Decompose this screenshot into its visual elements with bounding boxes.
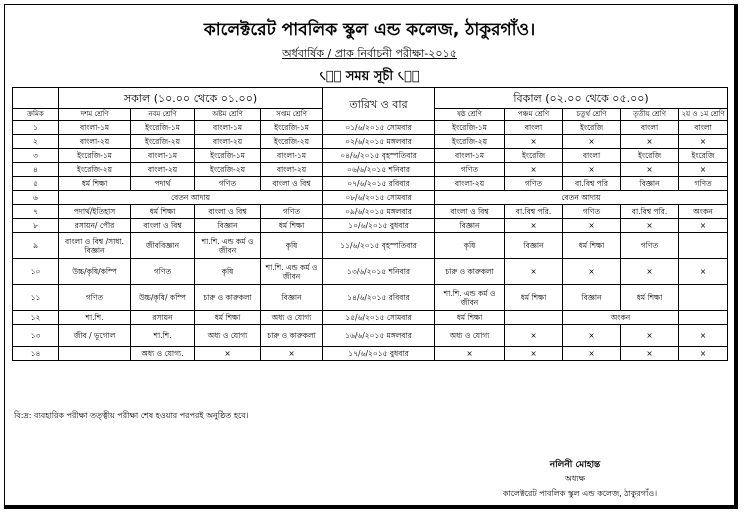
col-class5: পঞ্চম শ্রেণি	[505, 109, 563, 121]
cell: বা.বিশ্ব পরি.	[621, 205, 679, 219]
table-row	[13, 233, 728, 259]
cell: ×	[563, 163, 621, 177]
cell: উচ্চ/কৃষি/কম্পি	[59, 259, 131, 285]
cell: বাংলা ও বিশ্ব	[131, 219, 195, 233]
cell: বাংলা ও বিশ্ব	[195, 205, 261, 219]
serial-group-cell	[13, 88, 59, 109]
cell: বিজ্ঞান	[261, 285, 323, 311]
cell: রসায়ন	[131, 311, 195, 325]
cell: অধ্য ও যোগ্য	[261, 311, 323, 325]
merged-cell: বেতন আদায়	[435, 191, 728, 205]
cell: বা.বিশ্ব পরি.	[505, 205, 563, 219]
cell: বাংলা-২য়	[261, 163, 323, 177]
date-cell: ০৯/৬/২০১৫ মঙ্গলবার	[323, 205, 435, 219]
cell: ইংরেজি-২য়	[435, 135, 505, 149]
col-class2-1: ২য় ও ১ম শ্রেণি	[679, 109, 728, 121]
table-row	[13, 205, 728, 219]
cell: ×	[563, 347, 621, 361]
cell: গণিত	[261, 205, 323, 219]
cell: পদার্থ	[131, 177, 195, 191]
cell: গণিত	[195, 177, 261, 191]
cell: বাংলা	[679, 121, 728, 135]
table-row	[13, 311, 728, 325]
cell: গণিত	[679, 177, 728, 191]
morning-group-header: সকাল (১০.০০ থেকে ০১.০০)	[59, 88, 323, 109]
col-class8: অষ্টম শ্রেণি	[195, 109, 261, 121]
cell: পদার্থ/ইতিহাস	[59, 205, 131, 219]
cell	[679, 285, 728, 311]
date-cell: ০৭/৬/২০১৫ রবিবার	[323, 177, 435, 191]
cell: গণিত	[131, 259, 195, 285]
cell: ×	[505, 259, 563, 285]
cell: ×	[621, 325, 679, 347]
cell: গণিত	[435, 163, 505, 177]
cell: ×	[621, 163, 679, 177]
col-class3: তৃতীয় শ্রেণি	[621, 109, 679, 121]
date-cell: ১৭/৬/২০১৫ বুধবার	[323, 347, 435, 361]
cell: বাংলা	[621, 121, 679, 135]
cell: ধর্ম শিক্ষা	[261, 219, 323, 233]
date-cell: ০৬/৬/২০১৫ শনিবার	[323, 163, 435, 177]
signatory-organization: কালেক্টরেট পাবলিক স্কুল এন্ড কলেজ, ঠাকুরগাঁও।	[502, 489, 658, 498]
cell: ১১	[13, 285, 59, 311]
table-row	[13, 325, 728, 347]
table-row	[13, 135, 728, 149]
cell: ×	[505, 135, 563, 149]
cell: অধ্য ও যোগ্য.	[131, 347, 195, 361]
cell	[679, 233, 728, 259]
table-row	[13, 347, 728, 361]
cell: বাংলা ও বিশ্ব	[435, 205, 505, 219]
cell: ×	[621, 347, 679, 361]
cell: ধর্ম শিক্ষা	[505, 285, 563, 311]
date-cell: ১০/৬/২০১৫ বুধবার	[323, 219, 435, 233]
cell: ১৩	[13, 325, 59, 347]
cell: ×	[505, 219, 563, 233]
cell: বিজ্ঞান	[621, 177, 679, 191]
cell: শা.শি.	[59, 311, 131, 325]
cell: বাংলা	[505, 121, 563, 135]
cell: বাংলা ও বিশ্ব /সাধা. বিজ্ঞান	[59, 233, 131, 259]
col-class7: সপ্তম শ্রেণি	[261, 109, 323, 121]
date-cell: ০১/৬/২০১৫ সোমবার	[323, 121, 435, 135]
merged-cell: বেতন আদায়	[59, 191, 323, 205]
cell: ধর্ম শিক্ষা	[563, 233, 621, 259]
cell: ৩	[13, 149, 59, 163]
cell: ×	[679, 163, 728, 177]
cell: ১৪	[13, 347, 59, 361]
cell: ×	[563, 135, 621, 149]
cell: ইংরেজি-১ম	[261, 121, 323, 135]
cell: ৪	[13, 163, 59, 177]
date-cell: ০৮/৬/২০১৫ সোমবার	[323, 191, 435, 205]
cell: ইংরেজি-২য়	[131, 135, 195, 149]
table-row	[13, 177, 728, 191]
cell: ইংরেজি	[563, 121, 621, 135]
cell: ×	[563, 325, 621, 347]
cell: গণিত	[563, 205, 621, 219]
cell: গণিত	[59, 285, 131, 311]
cell: গণিত	[621, 233, 679, 259]
cell: শা.শি. এন্ড কর্ম ও জীবন	[195, 233, 261, 259]
cell: ×	[563, 259, 621, 285]
cell: ৭	[13, 205, 59, 219]
cell: বাংলা-১ম	[261, 149, 323, 163]
cell: রসায়ন/ পৌর	[59, 219, 131, 233]
cell: ইংরেজি	[621, 149, 679, 163]
cell: ×	[505, 325, 563, 347]
cell: বাংলা ও বিশ্ব	[261, 177, 323, 191]
cell: অধ্য ও যোগ্য	[195, 325, 261, 347]
footnote: বি:দ্র: ব্যবহারিক পরীক্ষা তত্ত্বীয় পরীক্ষা শেষ হওয়ার পরপরই অনুষ্ঠিত হবে।	[14, 411, 249, 420]
merged-cell: অংকন	[563, 311, 679, 325]
table-row-holiday	[13, 191, 728, 205]
cell: ইংরেজি-১ম	[195, 149, 261, 163]
signatory-name: নলিনী মোহান্ত	[549, 460, 601, 470]
cell: ×	[679, 347, 728, 361]
cell: ×	[621, 135, 679, 149]
cell: বাংলা-২য়	[195, 135, 261, 149]
cell: বাংলা-২য়	[435, 177, 505, 191]
cell: শা.শি.	[131, 325, 195, 347]
cell: ইংরেজি-২য়	[261, 135, 323, 149]
cell: বা.বিশ্ব পরি	[563, 177, 621, 191]
cell: বাংলা-১ম	[195, 121, 261, 135]
cell: ৫	[13, 177, 59, 191]
cell: ২	[13, 135, 59, 149]
cell: ১০	[13, 259, 59, 285]
cell: ধর্ম শিক্ষা	[435, 311, 505, 325]
cell: ইংরেজি	[679, 149, 728, 163]
signatory-role: অধ্যক্ষ	[564, 474, 586, 483]
table-row	[13, 163, 728, 177]
cell: ১	[13, 121, 59, 135]
date-cell: ১৫/৬/২০১৫ সোমবার	[323, 311, 435, 325]
cell: ৯	[13, 233, 59, 259]
cell: কৃষি	[195, 259, 261, 285]
cell: অধ্য ও যোগ্য	[435, 325, 505, 347]
cell: ধর্ম শিক্ষা	[195, 311, 261, 325]
cell: বিজ্ঞান	[435, 219, 505, 233]
school-title: কালেক্টরেট পাবলিক স্কুল এন্ড কলেজ, ঠাকুরগাঁও।	[203, 20, 536, 40]
table-row	[13, 259, 728, 285]
cell: জীববিজ্ঞান	[131, 233, 195, 259]
cell: বিজ্ঞান	[505, 233, 563, 259]
cell: শা.শি. এন্ড কর্ম ও জীবন	[261, 259, 323, 285]
cell: চারু ও কারুকলা	[195, 285, 261, 311]
exam-schedule-table	[12, 87, 728, 361]
cell: অংকন	[679, 205, 728, 219]
cell: ×	[195, 347, 261, 361]
cell: ইংরেজি-২য়	[59, 163, 131, 177]
cell: ইংরেজি-১ম	[59, 149, 131, 163]
cell: ৬	[13, 191, 59, 205]
cell	[59, 347, 131, 361]
cell: জীব / ভূগোল	[59, 325, 131, 347]
date-cell: ১৬/৬/২০১৫ মঙ্গলবার	[323, 325, 435, 347]
cell	[679, 311, 728, 325]
date-cell: ০২/৬/২০১৫ মঙ্গলবার	[323, 135, 435, 149]
cell: ধর্ম শিক্ষা	[621, 285, 679, 311]
date-cell: ১১/৬/২০১৫ বৃহস্পতিবার	[323, 233, 435, 259]
table-row	[13, 121, 728, 135]
cell: বাংলা-১ম	[435, 149, 505, 163]
cell: ইংরেজি	[505, 149, 563, 163]
cell: কৃষি	[261, 233, 323, 259]
cell: চারু ও কারুকলা	[435, 259, 505, 285]
cell: গণিত	[505, 177, 563, 191]
col-class10: দশম শ্রেণি	[59, 109, 131, 121]
cell: বাংলা-২য়	[131, 163, 195, 177]
date-group-header: তারিখ ও বার	[323, 88, 435, 121]
schedule-title: ৻৫৾ সময় সূচী ৻৫৾	[319, 69, 420, 84]
col-class4: চতুর্থ শ্রেণি	[563, 109, 621, 121]
col-serial: ক্রমিক	[13, 109, 59, 121]
table-row	[13, 285, 728, 311]
afternoon-group-header: বিকাল (০২.০০ থেকে ০৫.০০)	[435, 88, 728, 109]
cell: ×	[505, 163, 563, 177]
cell: বিজ্ঞান	[563, 285, 621, 311]
cell: কৃষি	[435, 233, 505, 259]
date-cell: ০৪/৬/২০১৫ বৃহস্পতিবার	[323, 149, 435, 163]
table-row	[13, 149, 728, 163]
exam-subtitle: অর্ধবার্ষিক / প্রাক নির্বাচনী পরীক্ষা-২০১৫	[282, 47, 457, 60]
cell: ×	[505, 347, 563, 361]
cell: ৮	[13, 219, 59, 233]
cell: ১২	[13, 311, 59, 325]
cell: বাংলা-১ম	[131, 149, 195, 163]
cell: ধর্ম শিক্ষা	[131, 205, 195, 219]
cell: ×	[563, 219, 621, 233]
cell: ধর্ম শিক্ষা	[59, 177, 131, 191]
cell: ইংরেজি-১ম	[131, 121, 195, 135]
cell: ইংরেজি-২য়	[195, 163, 261, 177]
cell: ×	[435, 347, 505, 361]
cell: ×	[261, 347, 323, 361]
date-cell: ১৩/৬/২০১৫ শনিবার	[323, 259, 435, 285]
cell	[505, 311, 563, 325]
cell: ×	[679, 259, 728, 285]
cell: ×	[679, 219, 728, 233]
cell: বাংলা-২য়	[59, 135, 131, 149]
cell: বিজ্ঞান	[195, 219, 261, 233]
cell: শা.শি. এন্ড কর্ম ও জীবন	[435, 285, 505, 311]
cell: উচ্চ/কৃষি/ কম্পি	[131, 285, 195, 311]
cell: ×	[621, 259, 679, 285]
date-cell: ১৪/৬/২০১৫ রবিবার	[323, 285, 435, 311]
cell: বাংলা-১ম	[59, 121, 131, 135]
cell: বাংলা	[563, 149, 621, 163]
cell: ×	[679, 135, 728, 149]
cell: ×	[679, 325, 728, 347]
col-class6: ষষ্ঠ শ্রেণি	[435, 109, 505, 121]
table-row	[13, 219, 728, 233]
col-class9: নবম শ্রেণি	[131, 109, 195, 121]
cell: চারু ও কারুকলা	[261, 325, 323, 347]
cell: ×	[621, 219, 679, 233]
cell: ইংরেজি-১ম	[435, 121, 505, 135]
